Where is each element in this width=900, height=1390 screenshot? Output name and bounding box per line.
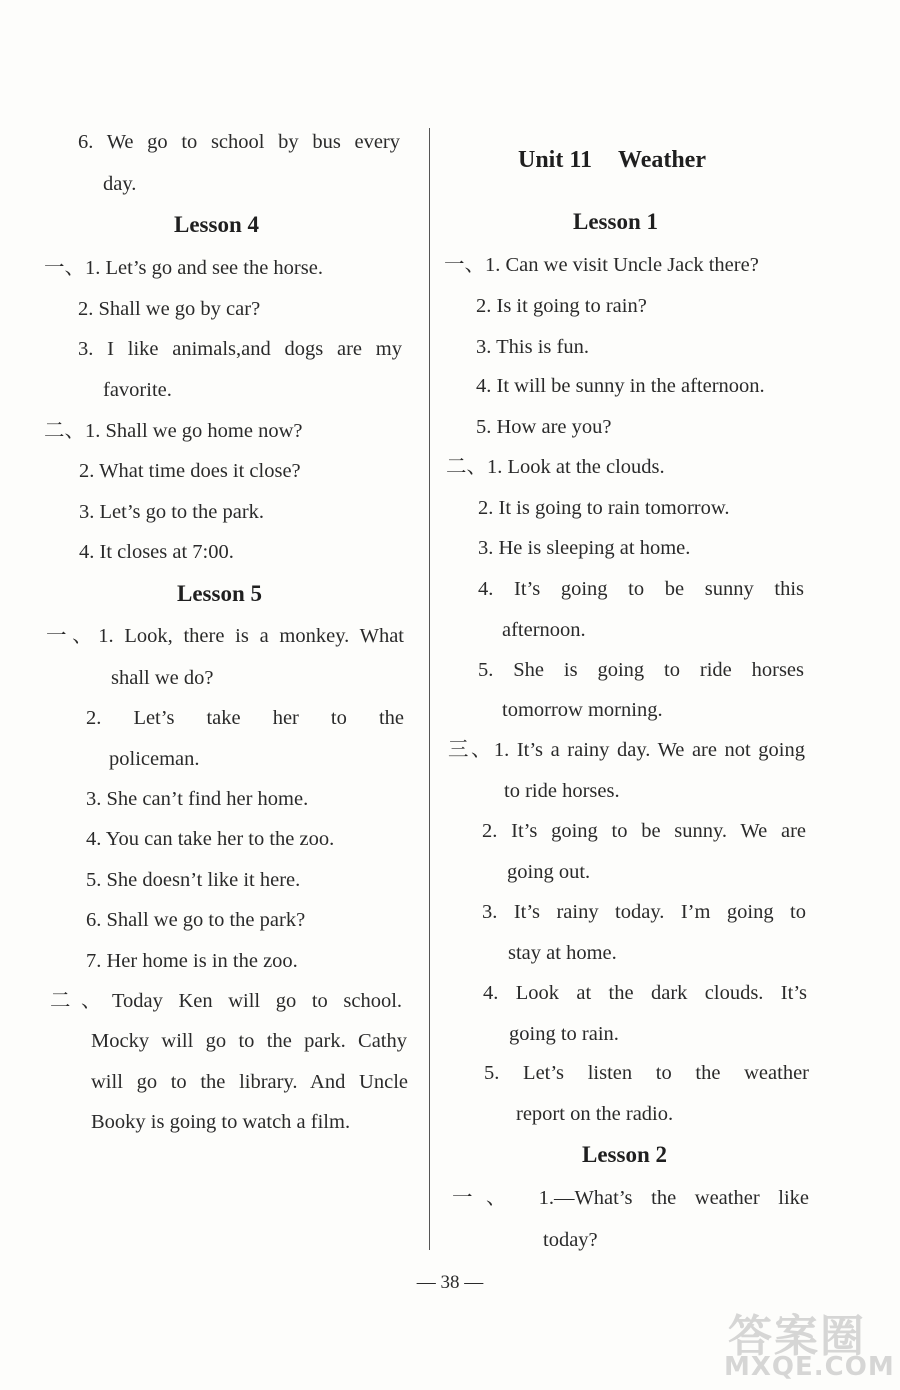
section-marker: 一、 bbox=[452, 1187, 520, 1209]
answer-line: 2. Is it going to rain? bbox=[476, 295, 647, 317]
answer-line-cont: will go to the library. And Uncle bbox=[91, 1071, 408, 1093]
answer-line: 一、1. Let’s go and see the horse. bbox=[44, 257, 323, 279]
answer-line: 2. What time does it close? bbox=[79, 460, 301, 482]
answer-line: 3. It’s rainy today. I’m going to bbox=[482, 901, 806, 923]
answer-line: 二、Today Ken will go to school. bbox=[50, 990, 403, 1012]
answer-line: 一、 1.—What’s the weather like bbox=[452, 1187, 809, 1209]
answer-line-cont: report on the radio. bbox=[516, 1103, 674, 1125]
answer-line-cont: today? bbox=[543, 1229, 598, 1251]
watermark-cn: 答案圈 bbox=[728, 1311, 866, 1362]
answer-line: 二、1. Look at the clouds. bbox=[446, 456, 665, 478]
answer-line-cont: day. bbox=[103, 173, 137, 195]
answer-line-cont: Booky is going to watch a film. bbox=[91, 1111, 351, 1133]
lesson-heading: Lesson 1 bbox=[573, 209, 658, 234]
answer-line: 3. He is sleeping at home. bbox=[478, 537, 691, 559]
watermark-en: MXQE.COM bbox=[724, 1352, 895, 1382]
answer-line: 一、1. Can we visit Uncle Jack there? bbox=[444, 254, 759, 276]
answer-line-cont: stay at home. bbox=[508, 942, 617, 964]
answer-line: 2. It is going to rain tomorrow. bbox=[478, 497, 730, 519]
section-marker: 一、 bbox=[46, 625, 99, 647]
answer-line: 3. She can’t find her home. bbox=[86, 788, 309, 810]
answer-line: 三、1. It’s a rainy day. We are not going bbox=[448, 739, 805, 761]
answer-line: 4. It’s going to be sunny this bbox=[478, 578, 804, 600]
answer-line: 一、1. Look, there is a monkey. What bbox=[46, 625, 404, 647]
answer-line: 4. Look at the dark clouds. It’s bbox=[483, 982, 807, 1004]
answer-line: 3. This is fun. bbox=[476, 336, 589, 358]
page-number: — 38 — bbox=[416, 1272, 484, 1293]
answer-line: 4. It closes at 7:00. bbox=[79, 541, 234, 563]
answer-line: 5. She is going to ride horses bbox=[478, 659, 804, 681]
answer-line-cont: shall we do? bbox=[111, 667, 214, 689]
answer-line: 二、1. Shall we go home now? bbox=[44, 420, 303, 442]
section-marker: 二、 bbox=[446, 456, 487, 478]
lesson-heading: Lesson 5 bbox=[177, 581, 262, 606]
answer-line: 6. We go to school by bus every bbox=[78, 131, 400, 153]
answer-line: 2. Shall we go by car? bbox=[78, 298, 261, 320]
section-marker: 三、 bbox=[448, 739, 494, 761]
section-marker: 一、 bbox=[444, 254, 485, 276]
answer-line: 2. It’s going to be sunny. We are bbox=[482, 820, 807, 842]
answer-line: 5. She doesn’t like it here. bbox=[86, 869, 301, 891]
answer-line: 7. Her home is in the zoo. bbox=[86, 950, 298, 972]
answer-line: 3. I like animals,and dogs are my bbox=[78, 338, 402, 360]
lesson-heading: Lesson 2 bbox=[582, 1142, 667, 1167]
answer-line: 5. Let’s listen to the weather bbox=[484, 1062, 809, 1084]
answer-line-cont: policeman. bbox=[109, 748, 200, 770]
answer-line-cont: going to rain. bbox=[509, 1023, 619, 1045]
answer-line-cont: going out. bbox=[507, 861, 591, 883]
section-marker: 一、 bbox=[44, 257, 85, 279]
section-marker: 二、 bbox=[50, 990, 112, 1012]
answer-line-cont: favorite. bbox=[103, 379, 172, 401]
answer-line: 6. Shall we go to the park? bbox=[86, 909, 306, 931]
answer-line-cont: Mocky will go to the park. Cathy bbox=[91, 1030, 407, 1052]
answer-line-cont: afternoon. bbox=[502, 619, 586, 641]
column-divider bbox=[429, 128, 430, 1250]
answer-line-cont: to ride horses. bbox=[504, 780, 620, 802]
answer-line: 3. Let’s go to the park. bbox=[79, 501, 265, 523]
answer-line: 4. It will be sunny in the afternoon. bbox=[476, 375, 765, 397]
answer-line: 4. You can take her to the zoo. bbox=[86, 828, 335, 850]
lesson-heading: Lesson 4 bbox=[174, 212, 259, 237]
section-marker: 二、 bbox=[44, 420, 85, 442]
answer-line: 5. How are you? bbox=[476, 416, 612, 438]
answer-line-cont: tomorrow morning. bbox=[502, 699, 663, 721]
answer-line: 2. Let’s take her to the bbox=[86, 707, 404, 729]
watermark-logo bbox=[718, 1296, 900, 1390]
unit-title: Unit 11 Weather bbox=[518, 147, 706, 173]
